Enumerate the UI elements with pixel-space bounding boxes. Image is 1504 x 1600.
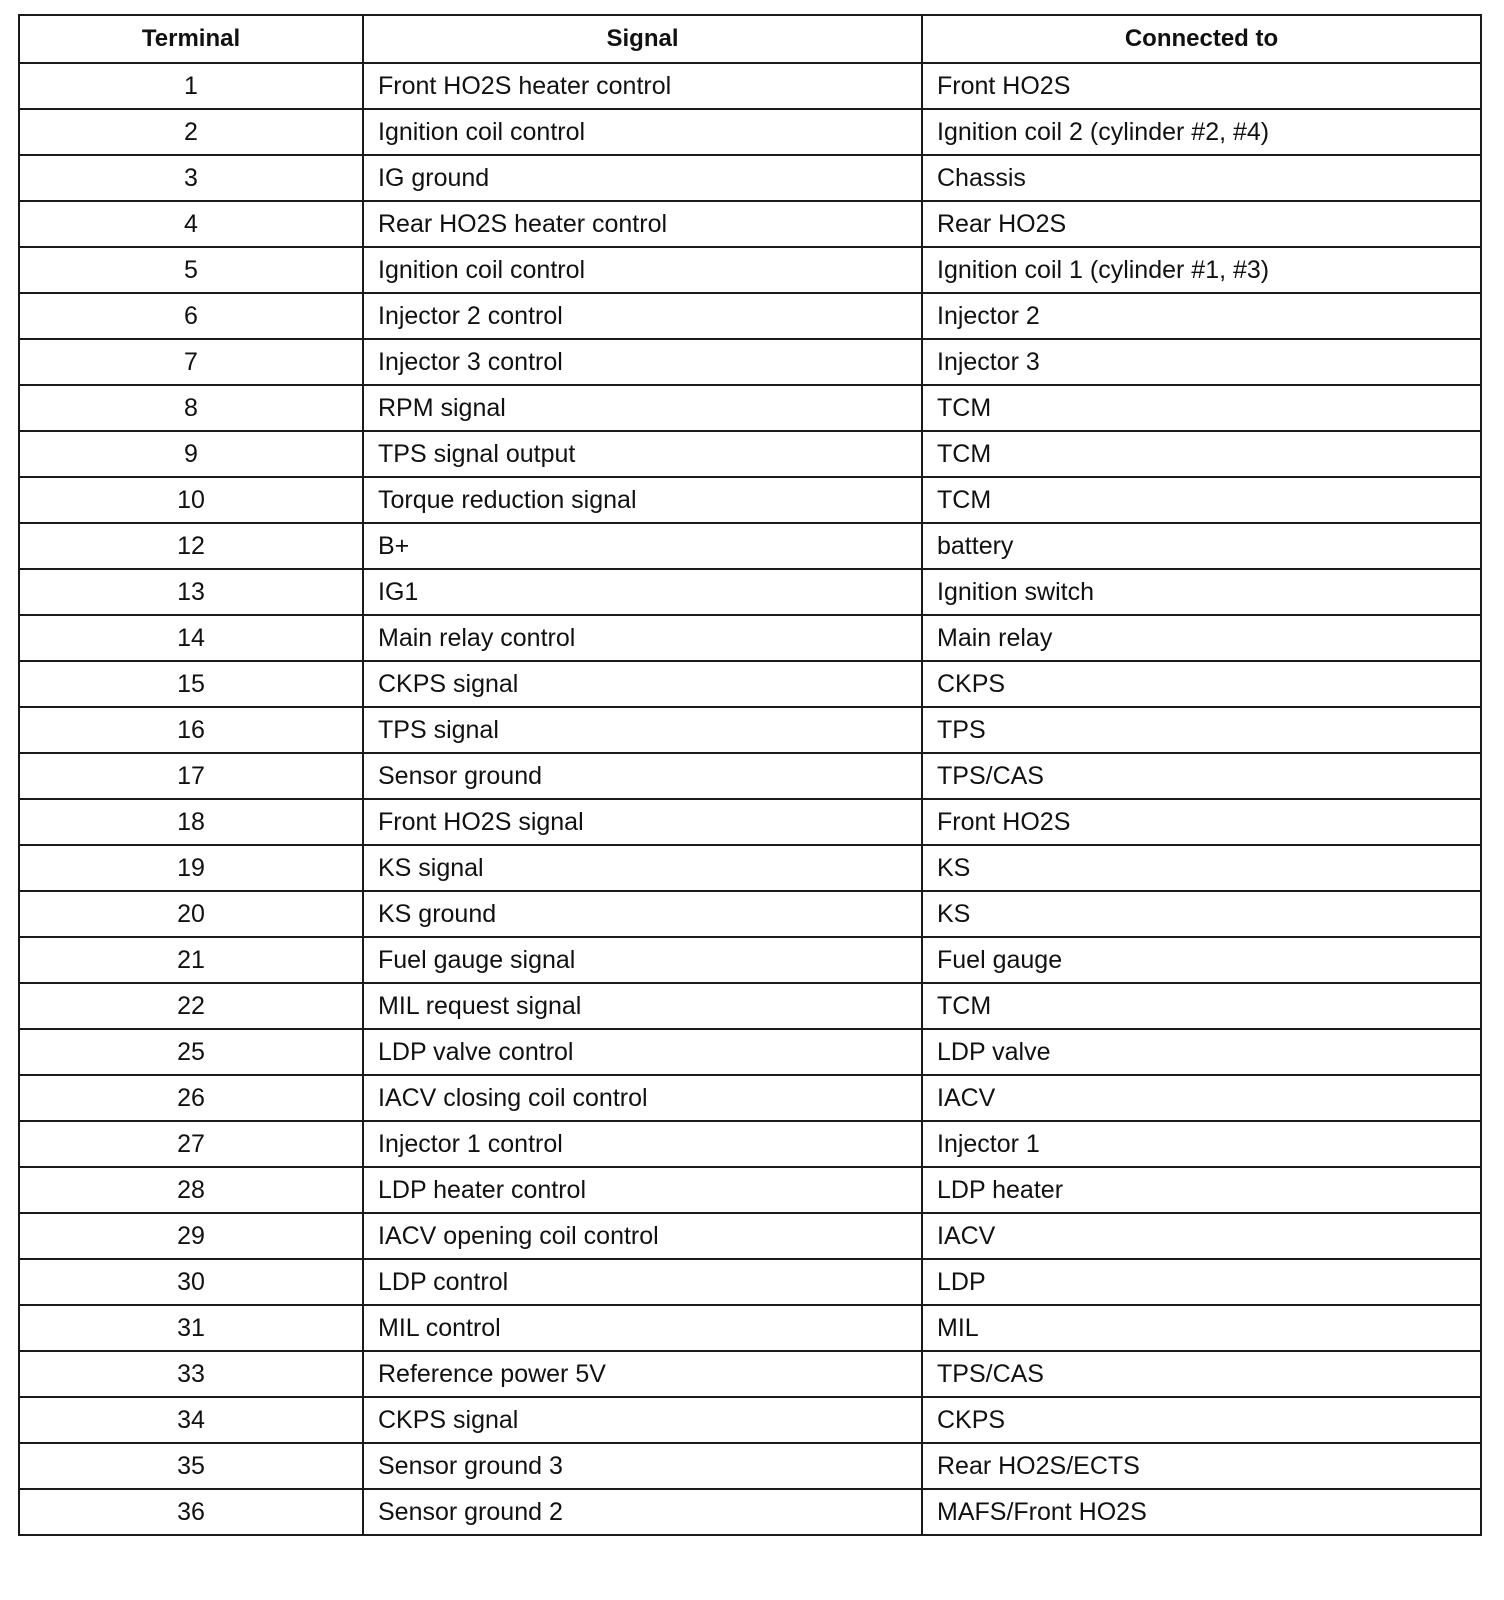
- table-row: [19, 1075, 1481, 1121]
- terminal-cell: 31: [19, 1305, 363, 1351]
- terminal-cell: 17: [19, 753, 363, 799]
- connected-to-cell: TCM: [922, 431, 1481, 477]
- connected-to-cell: LDP valve: [922, 1029, 1481, 1075]
- signal-cell: KS ground: [363, 891, 922, 937]
- signal-cell: KS signal: [363, 845, 922, 891]
- terminal-cell: 12: [19, 523, 363, 569]
- header-connected-to: Connected to: [922, 15, 1481, 63]
- terminal-cell: 14: [19, 615, 363, 661]
- signal-cell: LDP heater control: [363, 1167, 922, 1213]
- table-row: [19, 293, 1481, 339]
- connected-to-cell: MIL: [922, 1305, 1481, 1351]
- terminal-cell: 26: [19, 1075, 363, 1121]
- table-row: [19, 983, 1481, 1029]
- signal-cell: IACV opening coil control: [363, 1213, 922, 1259]
- signal-cell: Injector 2 control: [363, 293, 922, 339]
- connected-to-cell: Chassis: [922, 155, 1481, 201]
- table-row: [19, 1443, 1481, 1489]
- connected-to-cell: Ignition switch: [922, 569, 1481, 615]
- table-row: [19, 155, 1481, 201]
- table-row: [19, 1351, 1481, 1397]
- terminal-cell: 2: [19, 109, 363, 155]
- table-row: [19, 201, 1481, 247]
- terminal-cell: 10: [19, 477, 363, 523]
- terminal-cell: 36: [19, 1489, 363, 1535]
- connected-to-cell: KS: [922, 891, 1481, 937]
- table-row: [19, 661, 1481, 707]
- signal-cell: CKPS signal: [363, 661, 922, 707]
- connected-to-cell: TCM: [922, 477, 1481, 523]
- connected-to-cell: MAFS/Front HO2S: [922, 1489, 1481, 1535]
- terminal-cell: 9: [19, 431, 363, 477]
- signal-cell: LDP valve control: [363, 1029, 922, 1075]
- terminal-cell: 3: [19, 155, 363, 201]
- table-row: [19, 1121, 1481, 1167]
- table-row: [19, 63, 1481, 109]
- signal-cell: Main relay control: [363, 615, 922, 661]
- connected-to-cell: TCM: [922, 385, 1481, 431]
- terminal-cell: 8: [19, 385, 363, 431]
- connected-to-cell: Main relay: [922, 615, 1481, 661]
- table-row: [19, 523, 1481, 569]
- connected-to-cell: CKPS: [922, 661, 1481, 707]
- connected-to-cell: Injector 3: [922, 339, 1481, 385]
- terminal-cell: 30: [19, 1259, 363, 1305]
- terminal-cell: 34: [19, 1397, 363, 1443]
- connected-to-cell: Rear HO2S/ECTS: [922, 1443, 1481, 1489]
- signal-cell: IG ground: [363, 155, 922, 201]
- signal-cell: MIL request signal: [363, 983, 922, 1029]
- connected-to-cell: TPS/CAS: [922, 753, 1481, 799]
- table-row: [19, 1489, 1481, 1535]
- table-row: [19, 477, 1481, 523]
- terminal-cell: 27: [19, 1121, 363, 1167]
- terminal-cell: 18: [19, 799, 363, 845]
- terminal-cell: 1: [19, 63, 363, 109]
- table-body: [19, 63, 1481, 1535]
- connected-to-cell: TPS: [922, 707, 1481, 753]
- connected-to-cell: TPS/CAS: [922, 1351, 1481, 1397]
- table-row: [19, 1167, 1481, 1213]
- table-row: [19, 1259, 1481, 1305]
- connected-to-cell: Ignition coil 1 (cylinder #1, #3): [922, 247, 1481, 293]
- connected-to-cell: LDP: [922, 1259, 1481, 1305]
- signal-cell: Torque reduction signal: [363, 477, 922, 523]
- signal-cell: TPS signal: [363, 707, 922, 753]
- terminal-cell: 21: [19, 937, 363, 983]
- connected-to-cell: Ignition coil 2 (cylinder #2, #4): [922, 109, 1481, 155]
- table-row: [19, 1397, 1481, 1443]
- table-row: [19, 937, 1481, 983]
- connected-to-cell: Injector 2: [922, 293, 1481, 339]
- connected-to-cell: Front HO2S: [922, 799, 1481, 845]
- header-row: [19, 15, 1481, 63]
- signal-cell: Front HO2S heater control: [363, 63, 922, 109]
- terminal-cell: 29: [19, 1213, 363, 1259]
- signal-cell: LDP control: [363, 1259, 922, 1305]
- signal-cell: Ignition coil control: [363, 247, 922, 293]
- connected-to-cell: IACV: [922, 1075, 1481, 1121]
- signal-cell: Injector 1 control: [363, 1121, 922, 1167]
- terminal-cell: 16: [19, 707, 363, 753]
- terminal-cell: 5: [19, 247, 363, 293]
- connected-to-cell: IACV: [922, 1213, 1481, 1259]
- signal-cell: RPM signal: [363, 385, 922, 431]
- table-row: [19, 891, 1481, 937]
- terminal-cell: 13: [19, 569, 363, 615]
- terminal-cell: 33: [19, 1351, 363, 1397]
- header-terminal: Terminal: [19, 15, 363, 63]
- terminal-cell: 20: [19, 891, 363, 937]
- table-row: [19, 385, 1481, 431]
- terminal-cell: 22: [19, 983, 363, 1029]
- table-row: [19, 339, 1481, 385]
- signal-cell: Ignition coil control: [363, 109, 922, 155]
- signal-cell: B+: [363, 523, 922, 569]
- signal-cell: IACV closing coil control: [363, 1075, 922, 1121]
- terminal-pinout-table: [18, 14, 1482, 1536]
- terminal-cell: 19: [19, 845, 363, 891]
- signal-cell: IG1: [363, 569, 922, 615]
- connected-to-cell: CKPS: [922, 1397, 1481, 1443]
- table-row: [19, 845, 1481, 891]
- connected-to-cell: Injector 1: [922, 1121, 1481, 1167]
- signal-cell: Sensor ground 2: [363, 1489, 922, 1535]
- connected-to-cell: TCM: [922, 983, 1481, 1029]
- table-row: [19, 1029, 1481, 1075]
- signal-cell: MIL control: [363, 1305, 922, 1351]
- connected-to-cell: Fuel gauge: [922, 937, 1481, 983]
- connected-to-cell: battery: [922, 523, 1481, 569]
- table-row: [19, 753, 1481, 799]
- table-row: [19, 109, 1481, 155]
- terminal-cell: 25: [19, 1029, 363, 1075]
- terminal-cell: 35: [19, 1443, 363, 1489]
- terminal-cell: 15: [19, 661, 363, 707]
- terminal-cell: 7: [19, 339, 363, 385]
- table-row: [19, 1305, 1481, 1351]
- terminal-cell: 28: [19, 1167, 363, 1213]
- terminal-cell: 6: [19, 293, 363, 339]
- signal-cell: Fuel gauge signal: [363, 937, 922, 983]
- connected-to-cell: LDP heater: [922, 1167, 1481, 1213]
- header-signal: Signal: [363, 15, 922, 63]
- signal-cell: Injector 3 control: [363, 339, 922, 385]
- table-row: [19, 707, 1481, 753]
- table-row: [19, 1213, 1481, 1259]
- table-row: [19, 799, 1481, 845]
- connected-to-cell: Rear HO2S: [922, 201, 1481, 247]
- signal-cell: Rear HO2S heater control: [363, 201, 922, 247]
- connected-to-cell: Front HO2S: [922, 63, 1481, 109]
- table-row: [19, 247, 1481, 293]
- signal-cell: Sensor ground: [363, 753, 922, 799]
- terminal-cell: 4: [19, 201, 363, 247]
- connected-to-cell: KS: [922, 845, 1481, 891]
- signal-cell: Reference power 5V: [363, 1351, 922, 1397]
- table-row: [19, 431, 1481, 477]
- table-row: [19, 615, 1481, 661]
- table-row: [19, 569, 1481, 615]
- signal-cell: Front HO2S signal: [363, 799, 922, 845]
- signal-cell: CKPS signal: [363, 1397, 922, 1443]
- signal-cell: TPS signal output: [363, 431, 922, 477]
- signal-cell: Sensor ground 3: [363, 1443, 922, 1489]
